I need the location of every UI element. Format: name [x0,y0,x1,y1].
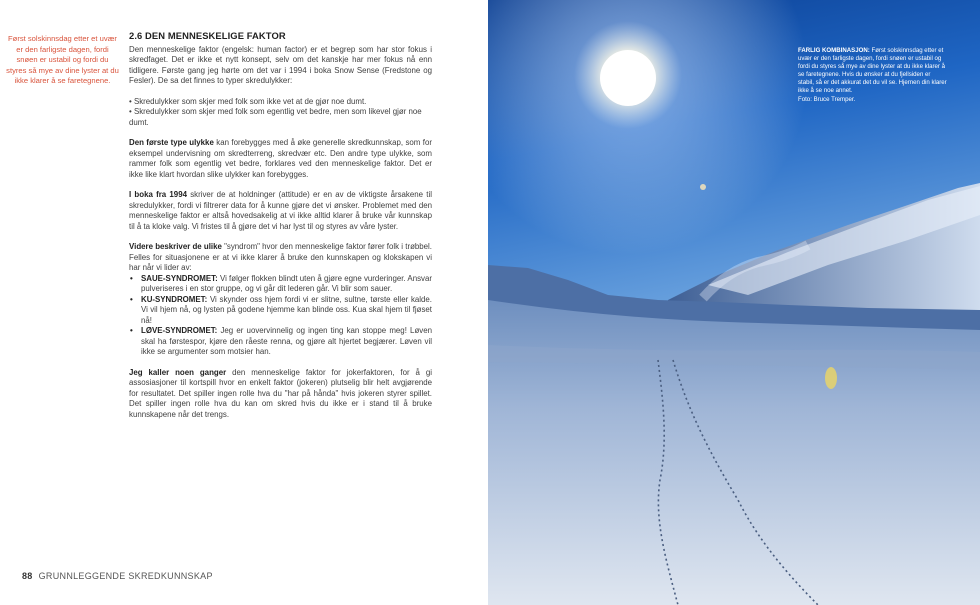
syndrome-name: SAUE-SYNDROMET: [141,273,218,283]
paragraph-body: skriver de at holdninger (attitude) er en av de viktigste årsakene til skredulykker, fordi vi filtrerer data for å kunne gjøre det vi ønsker. Problemet med den menneskelige faktor er altså hovedsakelig at vi ikke alltid klarer å bruke vår kunnskap til å ta kloke valg. Vi fristes til å gjøre det vi har lyst til og styres av våre lyster. [129,190,432,231]
syndrome-text: Jeg er uovervinnelig og ingen ting kan stoppe meg! Løven skal ha førstespor, kjøre den råeste renna, og gjøre alt hjertet begjærer. Løven vil ikke se argumenter som motsier han. [141,326,432,356]
syndrome-text: Vi følger flokken blindt uten å gjøre egne vurderinger. Ansvar pulveriseres i en stor gruppe, og vi går dit lederen går. Vi blir som sauer. [141,273,432,293]
photo-caption [798,47,948,104]
caption-label: FARLIG KOMBINASJON: [798,47,870,54]
right-page-photo [488,0,980,605]
accident-type-item: • Skredulykker som skjer med folk som egentlig vet bedre, men som likevel gjør noe dumt. [129,107,422,127]
paragraph-lead: Jeg kaller noen ganger [129,367,227,377]
paragraph-body: kan forebygges med å øke generelle skredkunnskap, som for eksempel undervisning om skredterreng, skredvær etc. Den andre type ulykke, som rammer folk som egentlig vet bedre, forklares ved den menneskelige faktor. Det er ikke like klart hvordan slike ulykker kan forebygges. [129,138,432,179]
left-page [0,0,488,605]
syndrome-item-saue [129,274,432,295]
paragraph-joker-factor [129,368,432,421]
snow-slope [488,300,980,605]
sun-icon [600,50,656,106]
page-footer [22,571,213,581]
accident-type-list [129,97,432,129]
syndrome-list [129,274,432,358]
side-note-quote: Først solskinnsdag etter et uvær er den farligste dagen, fordi snøen er ustabil og fordi du styres så mye av dine lyster at du ikke klarer å se faretegnene. [6,34,119,86]
caption-text: Først solskinnsdag etter et uvær er den farligste dagen, fordi snøen er ustabil og fordi du styres så mye av dine lyster at du ikke klarer å se faretegnene. Hvis du ønsker at du fjellsiden er stabil, så er det akkurat det du vil se. Hjernen din klarer ikke å se noe annet. [798,47,947,95]
paragraph-lead: I boka fra 1994 [129,190,187,199]
paragraph-body: "syndrom" hvor den menneskelige faktor fører folk i trøbbel. Felles for situasjonene er at vi ikke klarer å bruke den kunnskapen og klokskapen vi har når vi lider av: [129,242,432,272]
syndrome-item-love [129,326,432,358]
photo-credit: Foto: Bruce Tremper. [798,95,856,103]
paragraph-first-type [129,138,432,180]
paragraph-syndromes-intro [129,242,432,274]
accident-type-item: • Skredulykker som skjer med folk som ikke vet at de gjør noe dumt. [129,96,367,106]
paragraph-body: den menneskelige faktor for jokerfaktoren, for å gi assosiasjoner til kortspill hvor en enkelt faktor (jokeren) plutselig blir helt avgjørende for resultatet. Det spiller ingen rolle hva du "har på hånda" hvis jokeren styrer spillet. Det spiller ingen rolle hva du kan om skred hvis du ikke er i stand til å bruke kunnskapene når det trengs. [129,367,432,419]
syndrome-name: LØVE-SYNDROMET: [141,326,218,335]
paragraph-book-1994 [129,190,432,232]
running-title: GRUNNLEGGENDE SKREDKUNNSKAP [38,571,213,581]
paragraph-lead: Videre beskriver de ulike [129,242,222,251]
main-text-column [129,31,432,430]
intro-paragraph: Den menneskelige faktor (engelsk: human factor) er et begrep som har stor fokus i skredfaget. Det er ikke et nytt konsept, selv om det kanskje har mer fokus nå enn tidligere. Første gang jeg hørte om det var i 1994 i boka Snow Sense (Fredstone og Fesler). De sa det finnes to typer skredulykker: [129,44,432,85]
section-title: 2.6 DEN MENNESKELIGE FAKTOR [129,30,286,41]
syndrome-text: Vi skynder oss hjem fordi vi er slitne, sultne, tørste eller kalde. Vi vil hjem nå, og lysten på godene hjemme kan blinde oss. Kua skal hjem til fjøset nå! [141,294,432,325]
lens-flare [700,184,706,190]
lens-flare-spot [825,367,837,389]
page-number: 88 [22,571,33,581]
syndrome-name: KU-SYNDROMET: [141,294,208,304]
syndrome-item-ku [129,295,432,327]
paragraph-lead: Den første type ulykke [129,138,214,147]
